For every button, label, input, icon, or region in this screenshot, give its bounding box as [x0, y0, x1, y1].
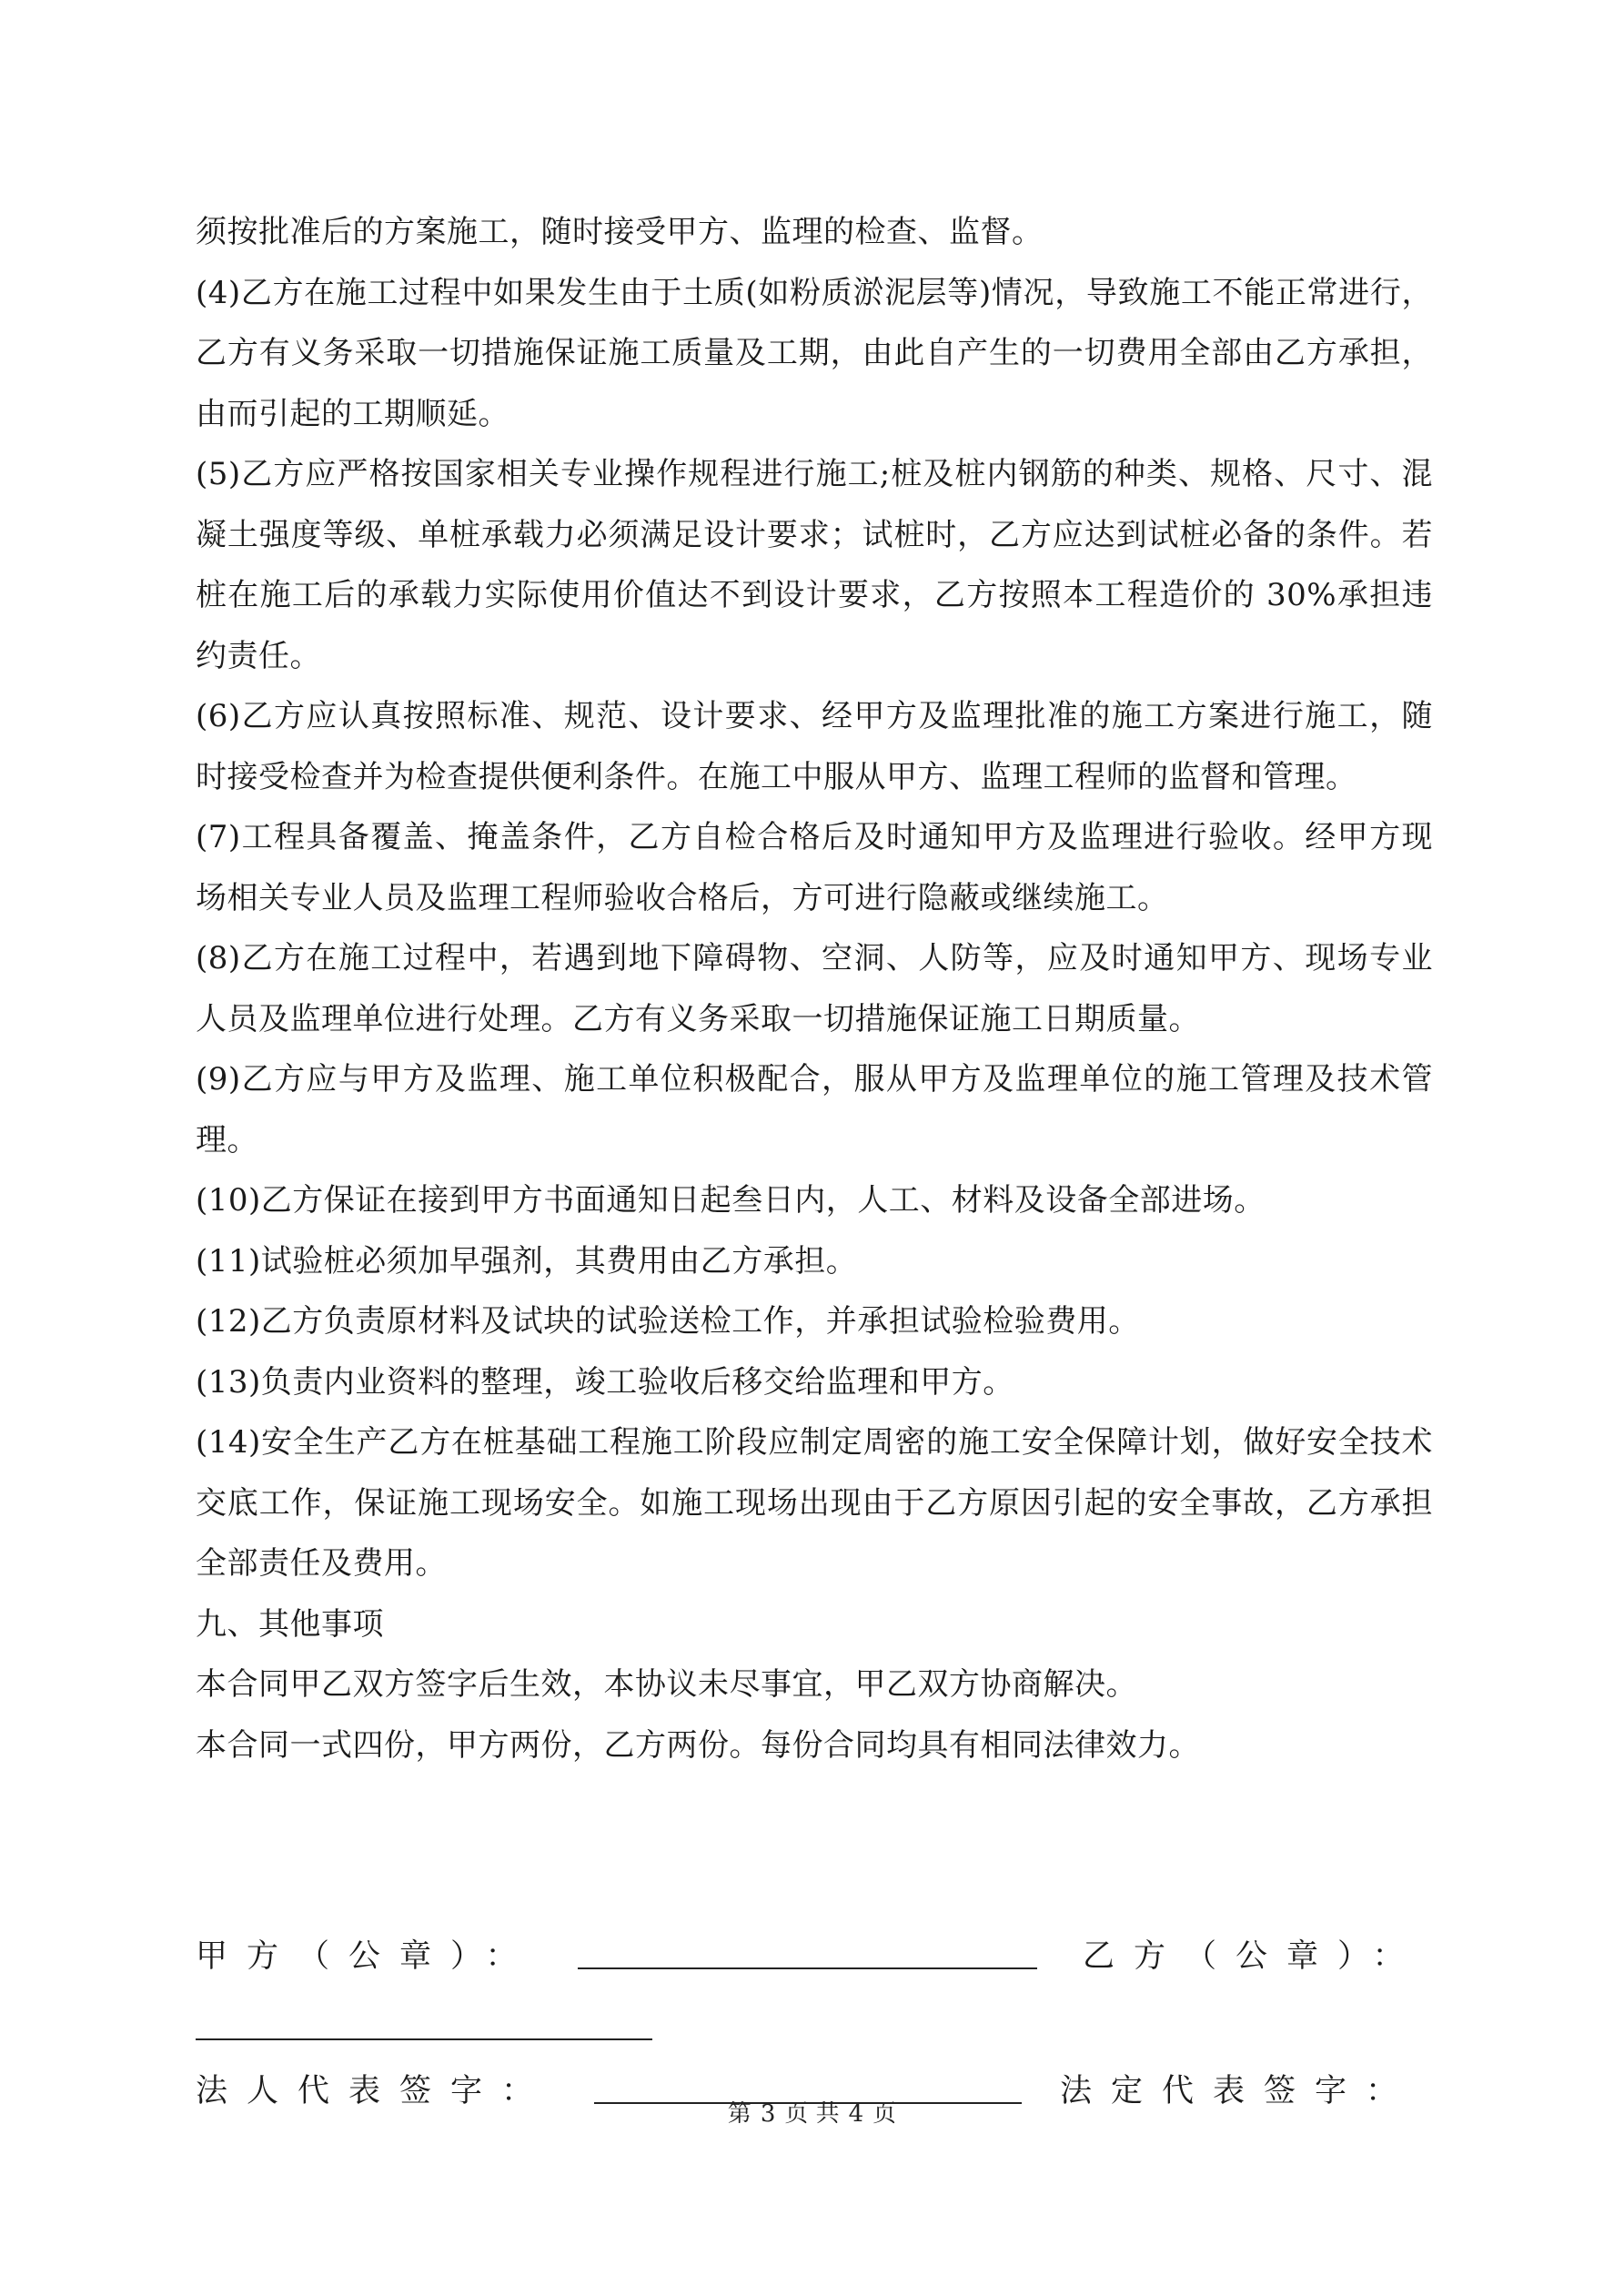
legal-rep-b-signature-label: 法定代表签字： — [1060, 2073, 1417, 2109]
legal-rep-signature-label: 法人代表签字： — [196, 2073, 553, 2109]
clause-7: (7)工程具备覆盖、掩盖条件，乙方自检合格后及时通知甲方及监理进行验收。经甲方现场相关专业人员及监理工程师验收合格后，方可进行隐蔽或继续施工。 — [196, 819, 1433, 916]
section-heading-other-matters: 九、其他事项 — [196, 1605, 384, 1643]
party-a-seal-line[interactable] — [578, 1967, 1037, 1969]
clause-5: (5)乙方应严格按国家相关专业操作规程进行施工;桩及桩内钢筋的种类、规格、尺寸、混凝土强度等级、单桩承载力必须满足设计要求；试桩时，乙方应达到试桩必备的条件。若桩在施工后的承载力实际使用价值达不到设计要求，乙方按照本工程造价的 30%承担违约责任。 — [196, 456, 1433, 674]
clause-10: (10)乙方保证在接到甲方书面通知日起叁日内，人工、材料及设备全部进场。 — [196, 1182, 1266, 1219]
clause-continuation: 须按批准后的方案施工，随时接受甲方、监理的检查、监督。 — [196, 214, 1044, 250]
effectivity-clause: 本合同甲乙双方签字后生效，本协议未尽事宜，甲乙双方协商解决。 — [196, 1666, 1137, 1703]
footer-suffix: 页 — [873, 2100, 897, 2128]
clause-12: (12)乙方负责原材料及试块的试验送检工作，并承担试验检验费用。 — [196, 1303, 1140, 1340]
clause-11: (11)试验桩必须加早强剂，其费用由乙方承担。 — [196, 1242, 858, 1279]
clause-8: (8)乙方在施工过程中，若遇到地下障碍物、空洞、人防等，应及时通知甲方、现场专业人员及监理单位进行处理。乙方有义务采取一切措施保证施工日期质量。 — [196, 940, 1433, 1037]
clause-14: (14)安全生产乙方在桩基础工程施工阶段应制定周密的施工安全保障计划，做好安全技术交底工作，保证施工现场安全。如施工现场出现由于乙方原因引起的安全事故，乙方承担全部责任及费用。 — [196, 1424, 1433, 1582]
clause-6: (6)乙方应认真按照标准、规范、设计要求、经甲方及监理批准的施工方案进行施工，随时接受检查并为检查提供便利条件。在施工中服从甲方、监理工程师的监督和管理。 — [196, 698, 1433, 795]
signature-row-seal — [196, 1929, 1433, 1984]
party-b-seal-label: 乙方（公章）： — [1083, 1938, 1424, 1975]
page-footer — [0, 2096, 1624, 2132]
party-b-seal-line[interactable] — [196, 2038, 652, 2040]
contract-body — [196, 202, 1433, 1775]
copies-clause: 本合同一式四份，甲方两份，乙方两份。每份合同均具有相同法律效力。 — [196, 1726, 1200, 1764]
party-a-seal-label: 甲方（公章）： — [196, 1938, 537, 1975]
footer-prefix: 第 — [727, 2100, 751, 2128]
current-page-number: 3 — [760, 2100, 776, 2128]
total-pages-number: 4 — [848, 2100, 864, 2128]
footer-mid: 页 共 — [784, 2100, 840, 2128]
clause-4: (4)乙方在施工过程中如果发生由于土质(如粉质淤泥层等)情况，导致施工不能正常进行，乙方有义务采取一切措施保证施工质量及工期，由此自产生的一切费用全部由乙方承担，由而引起的工期顺延。 — [196, 274, 1433, 432]
clause-9: (9)乙方应与甲方及监理、施工单位积极配合，服从甲方及监理单位的施工管理及技术管理。 — [196, 1061, 1433, 1158]
clause-13: (13)负责内业资料的整理，竣工验收后移交给监理和甲方。 — [196, 1363, 1014, 1401]
